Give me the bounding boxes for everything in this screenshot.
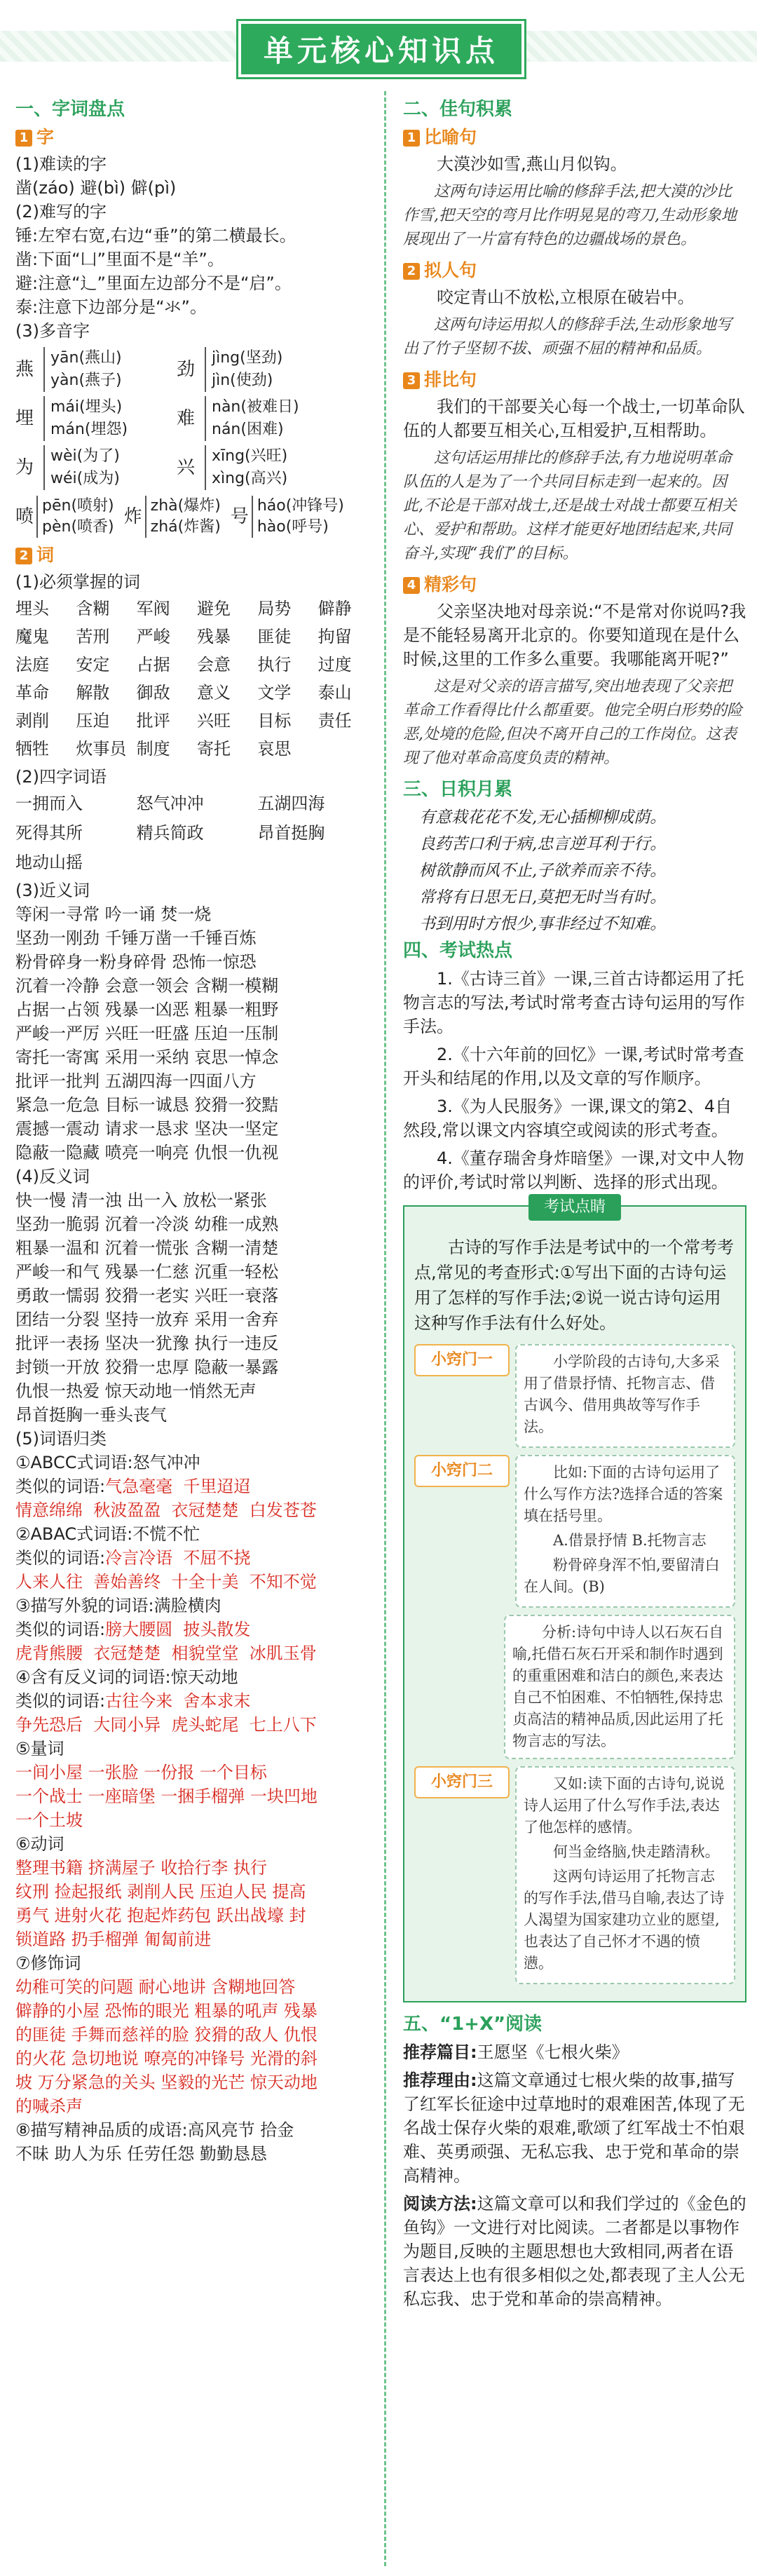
reading: nàn(被难日) — [212, 398, 299, 416]
word: 怒气冲冲 — [136, 794, 204, 813]
subsection-label: 词 — [36, 545, 55, 565]
antonym-line: 快一慢 清一浊 出一入 放松一紧张 — [15, 1191, 267, 1210]
synonym-line: 隐蔽一隐藏 喷亮一响亮 仇恨一仇视 — [15, 1143, 279, 1162]
reading: háo(冲锋号) — [257, 497, 344, 515]
red-word: 人来人往 — [15, 1572, 83, 1592]
tip-label: 小窍门一 — [414, 1344, 510, 1376]
word: 局势 — [257, 599, 292, 618]
antonym-line: 粗暴一温和 沉着一慌张 含糊一清楚 — [15, 1238, 279, 1258]
synonym-line: 坚劲一刚劲 千锤万凿一千锤百炼 — [15, 928, 257, 948]
word: 泰山 — [318, 683, 352, 703]
word: 安定 — [76, 655, 110, 674]
red-word-line: 整理书籍 挤满屋子 收拾行李 执行 — [15, 1858, 267, 1878]
reading: wéi(成为) — [50, 470, 120, 487]
group-label: ⑦修饰词 — [15, 1953, 81, 1973]
reading: mái(埋头) — [50, 398, 123, 416]
polyphone-row-triple — [15, 496, 378, 538]
polyphone-char: 劲 — [177, 359, 196, 380]
polyphone-readings — [43, 396, 177, 441]
text-line: 凿:下面“凵”里面不是“羊”。 — [15, 250, 224, 269]
similar-label: 类似的词语: — [15, 1477, 106, 1496]
red-word-line — [15, 1570, 378, 1594]
red-word: 相貌堂堂 — [171, 1643, 239, 1663]
tip-analysis: 这两句诗运用了托物言志的写作手法,借马自喻,表达了诗人渴望为国家建功立业的愿望,也表达了自己怀才不遇的愤懑。 — [524, 1868, 725, 1972]
subsection-label: 拟人句 — [424, 260, 477, 280]
red-word: 大同小异 — [93, 1715, 161, 1735]
red-word: 不知不觉 — [249, 1572, 317, 1592]
polyphone-row — [15, 347, 378, 392]
subsection-number: 1 — [15, 130, 32, 147]
polyphone-char: 炸 — [123, 506, 142, 527]
red-word-line — [15, 1713, 378, 1737]
word: 死得其所 — [15, 823, 83, 843]
polyphone-readings — [205, 396, 366, 441]
tip-text: 小学阶段的古诗句,大多采用了借景抒情、托物言志、借古讽今、借用典故等写作手法。 — [524, 1353, 720, 1435]
synonym-line: 寄托一寄寓 采用一采纳 哀思一悼念 — [15, 1048, 279, 1067]
word: 哀思 — [257, 739, 292, 759]
group-similar — [15, 1618, 378, 1641]
word: 过度 — [318, 655, 352, 674]
word: 含糊 — [76, 599, 110, 618]
subsection-title — [403, 368, 746, 392]
red-word: 争先恐后 — [15, 1715, 83, 1735]
red-word-line — [15, 1498, 378, 1522]
reason-label: 推荐理由: — [403, 2070, 477, 2090]
word-grid — [15, 792, 378, 874]
word: 埋头 — [15, 599, 49, 618]
tip-item — [414, 1766, 735, 1984]
group-label: ⑥动词 — [15, 1834, 64, 1854]
poem-line: 树欲静而风不止,子欲养而亲不待。 — [419, 862, 667, 880]
analysis: 这句话运用排比的修辞手法,有力地说明革命队伍的人是为了一个共同目标走到一起来的。因此,不论是干部对战士,还是战士对战士都要互相关心、爱护和帮助。这样才能更好地团结起来,共同奋斗,实现“我们”的目标。 — [403, 449, 737, 562]
reading: yān(燕山) — [50, 349, 122, 367]
page-title: 单元核心知识点 — [263, 34, 499, 68]
word: 避免 — [197, 599, 231, 618]
subsection-title — [15, 126, 378, 149]
word: 责任 — [318, 711, 352, 731]
group-label: ①ABCC式词语:怒气冲冲 — [15, 1453, 200, 1472]
left-column — [15, 95, 378, 2166]
text-line: 凿(záo) 避(bì) 僻(pì) — [15, 178, 177, 198]
section-title: 二、佳句积累 — [403, 99, 513, 120]
similar-label: 类似的词语: — [15, 1548, 106, 1568]
word: 牺牲 — [15, 739, 49, 759]
red-word: 膀大腰圆 — [105, 1620, 173, 1639]
red-word: 披头散发 — [183, 1620, 251, 1639]
red-word-line: 僻静的小屋 恐怖的眼光 粗暴的吼声 残暴 — [15, 2001, 318, 2021]
word: 批评 — [136, 711, 170, 731]
red-word: 舍本求末 — [183, 1691, 251, 1711]
red-word-line: 锁道路 扔手榴弹 匍匐前进 — [15, 1930, 212, 1949]
word: 五湖四海 — [257, 794, 325, 813]
antonym-line: 封锁一开放 狡猾一忠厚 隐蔽一暴露 — [15, 1357, 279, 1377]
text-line: 避:注意“辶”里面左边部分不是“启”。 — [15, 273, 292, 293]
red-word: 七上八下 — [249, 1715, 317, 1735]
antonym-line: 严峻一和气 残暴一仁慈 沉重一轻松 — [15, 1262, 279, 1282]
antonym-line: 勇敢一懦弱 狡猾一老实 兴旺一衰落 — [15, 1286, 279, 1306]
red-word: 虎头蛇尾 — [171, 1715, 239, 1735]
sentence: 父亲坚决地对母亲说:“不是常对你说吗?我是不能轻易离开北京的。你要知道现在是什么时候,这里的工作多么重要。我哪能离开呢?” — [403, 602, 746, 669]
antonym-line: 坚劲一脆弱 沉着一冷淡 幼稚一成熟 — [15, 1214, 279, 1234]
synonym-line: 严峻一严厉 兴旺一旺盛 压迫一压制 — [15, 1024, 279, 1043]
red-word: 情意绵绵 — [15, 1500, 83, 1520]
word: 目标 — [257, 711, 292, 731]
tip-options: A.借景抒情 B.托物言志 — [553, 1532, 707, 1549]
word: 执行 — [257, 655, 292, 674]
recommend-line — [403, 2040, 746, 2064]
synonym-line: 批评一批判 五湖四海一四面八方 — [15, 1071, 257, 1091]
poem-line: 有意栽花花不发,无心插柳柳成荫。 — [419, 808, 667, 827]
tip-analysis-box — [504, 1615, 735, 1759]
reading: pèn(喷香) — [42, 518, 114, 536]
sub-heading: (1)难读的字 — [15, 154, 107, 174]
tip-box — [515, 1766, 735, 1984]
hot-item: 2.《十六年前的回忆》一课,考试时常考查开头和结尾的作用,以及文章的写作顺序。 — [403, 1045, 744, 1088]
word: 文学 — [257, 683, 292, 703]
method-paragraph — [403, 2192, 746, 2311]
group-label: ③描写外貌的词语:满脸横肉 — [15, 1596, 221, 1615]
polyphone-char: 号 — [230, 506, 249, 527]
red-word-line — [15, 1641, 378, 1665]
tip-text: 比如:下面的古诗句运用了什么写作方法?选择合适的答案填在括号里。 — [524, 1464, 723, 1524]
reading: jìn(使劲) — [212, 372, 273, 389]
polyphone-char: 喷 — [15, 506, 34, 527]
reading: pēn(喷射) — [42, 497, 114, 515]
sentence: 大漠沙如雪,燕山月似钩。 — [437, 154, 627, 174]
poem-line: 书到用时方恨少,事非经过不知难。 — [419, 915, 667, 933]
exam-tip-tag: 考试点睛 — [528, 1194, 621, 1221]
recommend-value: 王愿坚《七根火柴》 — [477, 2042, 629, 2062]
red-word: 冰肌玉骨 — [249, 1643, 317, 1663]
red-word: 衣冠楚楚 — [93, 1643, 161, 1663]
reading: xìng(高兴) — [212, 470, 288, 487]
red-word-line: 纹刑 捡起报纸 剥削人民 压迫人民 提高 — [15, 1882, 306, 1902]
antonym-line: 批评一表扬 坚决一犹豫 执行一违反 — [15, 1334, 279, 1353]
polyphone-readings — [43, 445, 177, 490]
reading: jìng(坚劲) — [212, 349, 283, 367]
reading: nán(困难) — [212, 421, 284, 438]
subsection-number: 2 — [15, 548, 32, 564]
word: 法庭 — [15, 655, 49, 674]
word: 拘留 — [318, 627, 352, 646]
analysis: 这两句诗运用拟人的修辞手法,生动形象地写出了竹子坚韧不拔、顽强不屈的精神和品质。 — [403, 316, 732, 358]
polyphone-readings — [36, 496, 114, 538]
reading: hào(呼号) — [257, 518, 329, 536]
word: 制度 — [136, 739, 170, 759]
polyphone-readings — [205, 347, 366, 392]
red-word: 气急毫毫 — [105, 1477, 173, 1496]
polyphone-row — [15, 445, 378, 490]
subsection-title — [15, 543, 378, 567]
subsection-title — [403, 126, 746, 149]
word: 解散 — [76, 683, 110, 703]
word: 意义 — [197, 683, 231, 703]
word: 兴旺 — [197, 711, 231, 731]
sentence: 我们的干部要关心每一个战士,一切革命队伍的人都要互相关心,互相爱护,互相帮助。 — [403, 397, 745, 440]
group-label: ④含有反义词的词语:惊天动地 — [15, 1667, 238, 1687]
exam-tip-intro: 古诗的写作手法是考试中的一个常考考点,常见的考查形式:①写出下面的古诗句运用了怎样的写作手法;②说一说古诗句运用这种写作手法有什么好处。 — [414, 1238, 734, 1333]
hot-item: 4.《董存瑞舍身炸暗堡》一课,对文中人物的评价,考试时常以判断、选择的形式出现。 — [403, 1148, 744, 1192]
subsection-number: 2 — [403, 263, 420, 280]
sub-heading: (2)难写的字 — [15, 202, 107, 222]
red-word: 不屈不挠 — [183, 1548, 251, 1568]
word: 御敌 — [136, 683, 170, 703]
analysis: 这是对父亲的语言描写,突出地表现了父亲把革命工作看得比什么都重要。他完全明白形势的险恶,处境的危险,但决不离开自己的工作岗位。这表现了他对革命高度负责的精神。 — [403, 678, 743, 767]
section-title: 五、“1+X”阅读 — [403, 2014, 543, 2035]
tip-item — [414, 1455, 735, 1608]
group-similar — [15, 1475, 378, 1498]
tip-label: 小窍门二 — [414, 1455, 510, 1487]
red-word: 冷言冷语 — [105, 1548, 173, 1568]
word: 军阀 — [136, 599, 170, 618]
polyphone-readings — [43, 347, 177, 392]
section-title: 一、字词盘点 — [15, 99, 125, 120]
group-similar — [15, 1546, 378, 1570]
word: 匪徒 — [257, 627, 292, 646]
polyphone-char: 兴 — [177, 457, 196, 478]
sub-heading: (4)反义词 — [15, 1167, 90, 1186]
polyphone-readings — [145, 496, 221, 538]
polyphone-readings — [252, 496, 344, 538]
red-word: 虎背熊腰 — [15, 1643, 83, 1663]
word: 苦刑 — [76, 627, 110, 646]
subsection-label: 比喻句 — [424, 127, 477, 147]
red-word: 十全十美 — [171, 1572, 239, 1592]
red-word-line: 一间小屋 一张脸 一份报 一个目标 — [15, 1763, 267, 1782]
polyphone-char: 埋 — [15, 408, 34, 429]
word: 剥削 — [15, 711, 49, 731]
word: 僻静 — [318, 599, 352, 618]
tip-box — [515, 1455, 735, 1608]
sub-heading: (2)四字词语 — [15, 767, 107, 787]
synonym-line: 等闲一寻常 吟一诵 焚一烧 — [15, 904, 212, 924]
hot-item: 1.《古诗三首》一课,三首古诗都运用了托物言志的写法,考试时常考查古诗句运用的写作手法。 — [403, 969, 745, 1036]
tip-item — [414, 1344, 735, 1448]
column-divider — [384, 91, 386, 2566]
sub-heading: (3)多音字 — [15, 321, 90, 341]
similar-label: 类似的词语: — [15, 1620, 106, 1639]
word: 地动山摇 — [15, 853, 83, 872]
sub-heading: (1)必须掌握的词 — [15, 572, 140, 592]
red-word-line: 幼稚可笑的问题 耐心地讲 含糊地回答 — [15, 1977, 296, 1997]
synonym-line: 震撼一震动 请求一恳求 坚决一坚定 — [15, 1119, 279, 1139]
reading: yàn(燕子) — [50, 372, 122, 389]
recommend-label: 推荐篇目: — [403, 2042, 477, 2062]
red-word-line: 勇气 进射火花 抱起炸药包 跃出战壕 封 — [15, 1906, 306, 1925]
word: 严峻 — [136, 627, 170, 646]
word: 魔鬼 — [15, 627, 49, 646]
similar-label: 类似的词语: — [15, 1691, 106, 1711]
word: 革命 — [15, 683, 49, 703]
poem-line: 良药苦口利于病,忠言逆耳利于行。 — [419, 835, 667, 853]
word: 精兵简政 — [136, 823, 204, 843]
method-label: 阅读方法: — [403, 2194, 477, 2214]
reading: wèi(为了) — [50, 447, 120, 465]
word: 会意 — [197, 655, 231, 674]
red-word: 古往今来 — [105, 1691, 173, 1711]
section-title: 四、考试热点 — [403, 940, 513, 961]
red-word: 秋波盈盈 — [93, 1500, 161, 1520]
polyphone-char: 燕 — [15, 359, 34, 380]
red-word-line: 坡 万分紧急的关头 坚毅的光芒 惊天动地 — [15, 2073, 318, 2092]
polyphone-char: 为 — [15, 457, 34, 478]
reading: mán(埋怨) — [50, 421, 128, 438]
red-word: 衣冠楚楚 — [171, 1500, 239, 1520]
text-line: 泰:注意下边部分是“氺”。 — [15, 297, 207, 317]
method-text: 这篇文章可以和我们学过的《金色的鱼钩》一文进行对比阅读。二者都是以事物作为题目,反映的主题思想也大致相同,两者在语言表达上也有很多相似之处,都表现了主人公无私忘我、忠于党和革命的崇高精神。 — [403, 2194, 746, 2309]
text-line: 不昧 助人为乐 任劳任怨 勤勤恳恳 — [15, 2144, 267, 2164]
word: 一拥而入 — [15, 794, 83, 813]
red-word-line: 一个土坡 — [15, 1810, 83, 1830]
tip-text: 又如:读下面的古诗句,说说诗人运用了什么写作手法,表达了他怎样的感情。 — [524, 1775, 725, 1836]
polyphone-readings — [205, 445, 366, 490]
synonym-line: 占据一占领 残暴一凶恶 粗暴一粗野 — [15, 1000, 279, 1019]
sub-heading: (3)近义词 — [15, 881, 90, 900]
text-line: 锤:左窄右宽,右边“垂”的第二横最长。 — [15, 226, 296, 245]
sub-heading: (5)词语归类 — [15, 1429, 107, 1449]
reading: xīng(兴旺) — [212, 447, 288, 465]
word: 压迫 — [76, 711, 110, 731]
section-title: 三、日积月累 — [403, 779, 513, 800]
subsection-number: 4 — [403, 577, 420, 594]
word: 占据 — [136, 655, 170, 674]
red-word-line: 的匪徒 手舞而慈祥的脸 狡猾的敌人 仇恨 — [15, 2025, 318, 2045]
subsection-number: 3 — [403, 372, 420, 389]
red-word-line: 一个战士 一座暗堡 一捆手榴弹 一块凹地 — [15, 1787, 318, 1806]
subsection-label: 排比句 — [424, 370, 477, 390]
reason-text: 这篇文章通过七根火柴的故事,描写了红军长征途中过草地时的艰难困苦,体现了无名战士保存火柴的艰难,歌颂了红军战士不怕艰难、英勇顽强、无私忘我、忠于党和革命的崇高精神。 — [403, 2070, 745, 2185]
synonym-line: 沉着一冷静 会意一领会 含糊一模糊 — [15, 976, 279, 996]
header — [0, 0, 757, 84]
antonym-line: 团结一分裂 坚持一放弃 采用一舍弃 — [15, 1310, 279, 1329]
antonym-line: 昂首挺胸一垂头丧气 — [15, 1405, 167, 1425]
polyphone-row — [15, 396, 378, 441]
tip-box — [515, 1344, 735, 1448]
reason-paragraph — [403, 2068, 746, 2188]
tip-label: 小窍门三 — [414, 1766, 510, 1798]
poem-line: 常将有日思无日,莫把无时当有时。 — [419, 888, 667, 907]
subsection-label: 精彩句 — [424, 574, 477, 595]
word: 寄托 — [197, 739, 231, 759]
polyphone-char: 难 — [177, 408, 196, 429]
subsection-title — [403, 573, 746, 597]
tip-analysis: 分析:诗句中诗人以石灰石自喻,托借石灰石开采和制作时遇到的重重困难和洁白的颜色,来表达自己不怕困难、不怕牺牲,保持忠贞高洁的精神品质,因此运用了托物言志的写法。 — [512, 1624, 724, 1749]
subsection-number: 1 — [403, 130, 420, 147]
group-similar — [15, 1689, 378, 1713]
synonym-line: 粉骨碎身一粉身碎骨 恐怖一惊恐 — [15, 952, 257, 972]
red-word: 白发苍苍 — [249, 1500, 317, 1520]
title-box — [238, 21, 524, 77]
red-word: 千里迢迢 — [183, 1477, 251, 1496]
reading: zhà(爆炸) — [150, 497, 221, 515]
subsection-title — [403, 259, 746, 283]
red-word-line: 的火花 急切地说 嘹亮的冲锋号 光滑的斜 — [15, 2049, 318, 2068]
word: 残暴 — [197, 627, 231, 646]
group-label: ⑤量词 — [15, 1739, 64, 1758]
tip-poem: 粉骨碎身浑不怕,要留清白在人间。(B) — [524, 1557, 720, 1595]
right-column — [403, 95, 746, 2315]
word-grid — [15, 597, 378, 761]
sentence: 咬定青山不放松,立根原在破岩中。 — [437, 287, 695, 307]
red-word: 善始善终 — [93, 1572, 161, 1592]
hot-item: 3.《为人民服务》一课,课文的第2、4自然段,常以课文内容填空或阅读的形式考查。 — [403, 1097, 732, 1140]
reading: zhá(炸酱) — [150, 518, 221, 536]
group-label: ②ABAC式词语:不慌不忙 — [15, 1524, 200, 1544]
group-label: ⑧描写精神品质的成语:高风亮节 拾金 — [15, 2120, 294, 2140]
antonym-line: 仇恨一热爱 惊天动地一悄然无声 — [15, 1381, 257, 1401]
exam-tip-box — [403, 1198, 746, 2002]
word: 昂首挺胸 — [257, 823, 325, 843]
synonym-line: 紧急一危急 目标一诚恳 狡猾一狡黠 — [15, 1095, 279, 1115]
subsection-label: 字 — [36, 127, 55, 147]
red-word-line: 的喊杀声 — [15, 2096, 83, 2116]
word: 炊事员 — [76, 739, 127, 759]
analysis: 这两句诗运用比喻的修辞手法,把大漠的沙比作雪,把天空的弯月比作明晃晃的弯刀,生动形象地展现出了一片富有特色的边疆战场的景色。 — [403, 183, 737, 248]
tip-poem: 何当金络脑,快走踏清秋。 — [553, 1843, 720, 1860]
